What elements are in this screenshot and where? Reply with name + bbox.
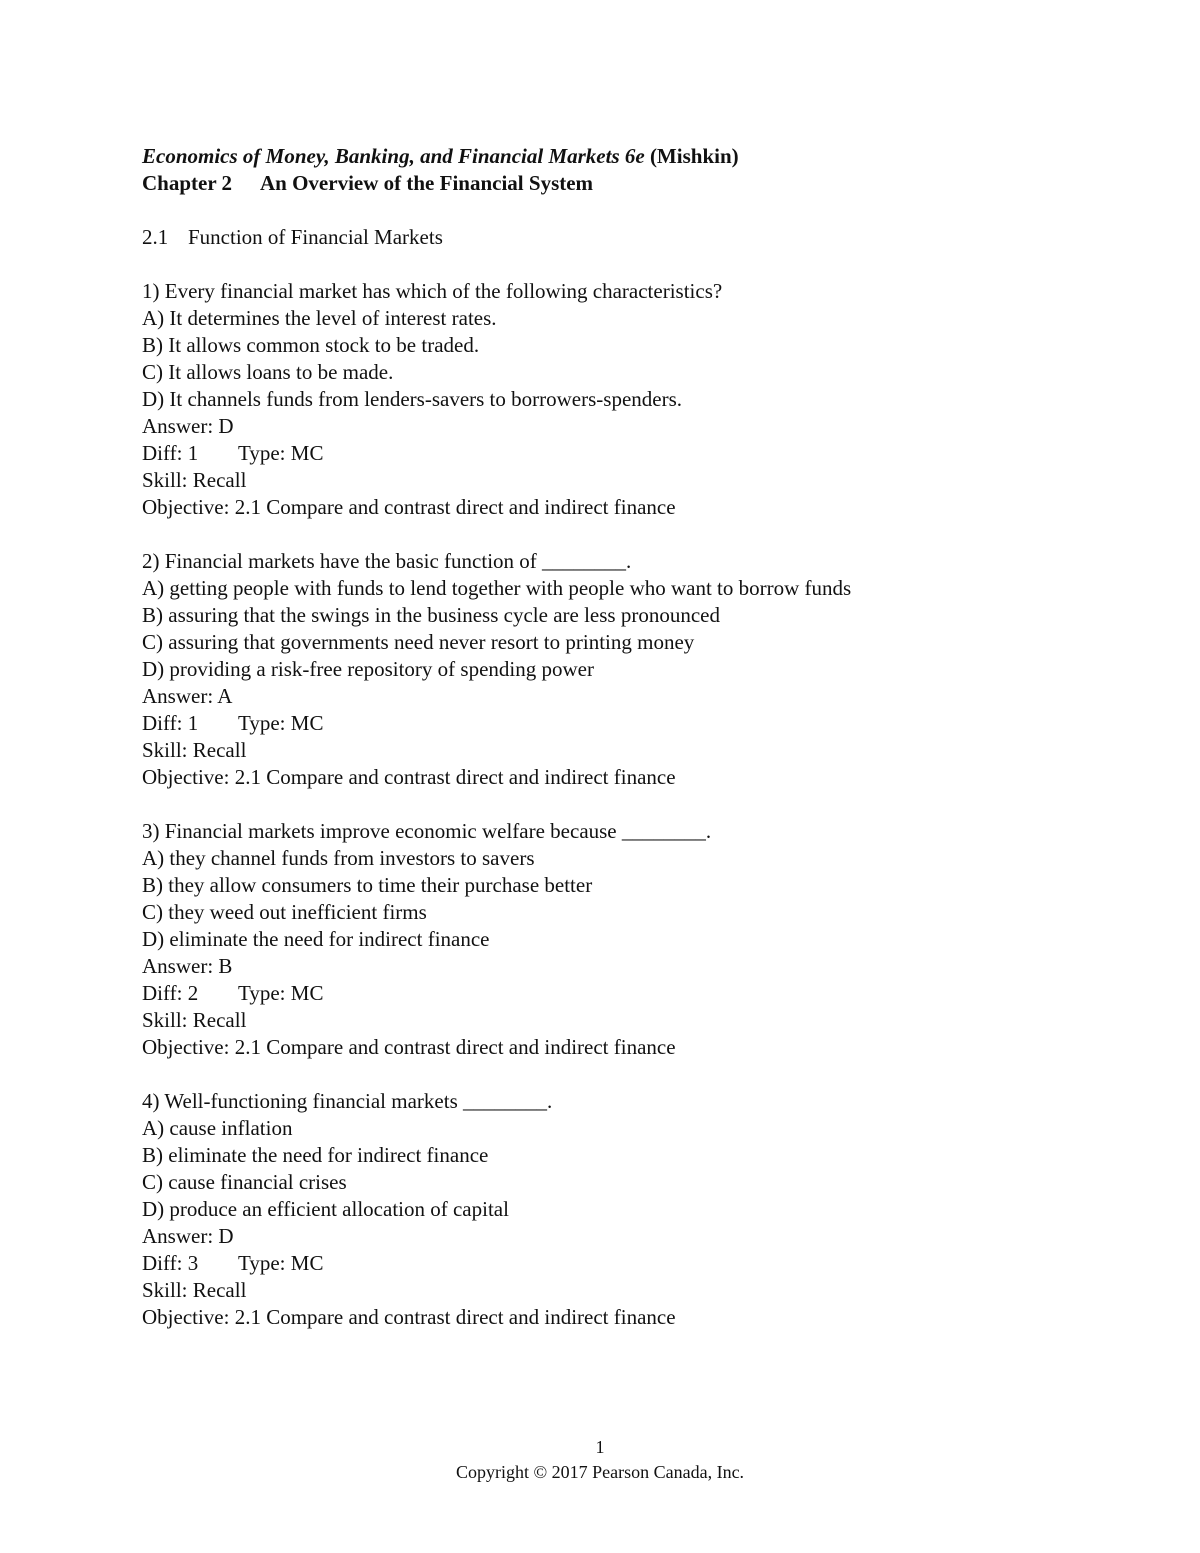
answer-key: Answer: B [142,954,233,978]
answer-option: D) It channels funds from lenders-savers to borrowers-spenders. [142,387,683,411]
answer-option: B) assuring that the swings in the business cycle are less pronounced [142,603,720,627]
answer-option: A) cause inflation [142,1116,293,1140]
skill: Skill: Recall [142,468,247,492]
answer-option: C) cause financial crises [142,1170,347,1194]
question-block [142,1088,1142,1331]
answer-key: Answer: D [142,414,234,438]
answer-option: D) eliminate the need for indirect finance [142,927,490,951]
skill: Skill: Recall [142,1008,247,1032]
difficulty-type-line [142,440,1142,467]
answer-option: A) getting people with funds to lend together with people who want to borrow funds [142,576,852,600]
spacer [142,251,1142,278]
objective: Objective: 2.1 Compare and contrast direct and indirect finance [142,765,676,789]
difficulty-type-line [142,1250,1142,1277]
difficulty: Diff: 1 [142,711,199,735]
answer-option: C) they weed out inefficient firms [142,900,427,924]
chapter-title: An Overview of the Financial System [260,171,594,195]
question-type: Type: MC [238,711,324,735]
section-heading [142,224,1142,251]
answer-key: Answer: D [142,1224,234,1248]
skill: Skill: Recall [142,1278,247,1302]
answer-option: D) produce an efficient allocation of capital [142,1197,509,1221]
objective: Objective: 2.1 Compare and contrast direct and indirect finance [142,1305,676,1329]
answer-option: B) they allow consumers to time their purchase better [142,873,593,897]
question-type: Type: MC [238,441,324,465]
difficulty: Diff: 3 [142,1251,199,1275]
question-block [142,548,1142,791]
question-stem: 4) Well-functioning financial markets ________. [142,1089,553,1113]
answer-option: A) they channel funds from investors to savers [142,846,535,870]
question-block [142,818,1142,1061]
answer-option: C) assuring that governments need never resort to printing money [142,630,695,654]
document-page [142,143,1142,1358]
question-type: Type: MC [238,981,324,1005]
book-title: Economics of Money, Banking, and Financial Markets 6e [142,144,645,168]
difficulty: Diff: 1 [142,441,199,465]
skill: Skill: Recall [142,738,247,762]
copyright-notice: Copyright © 2017 Pearson Canada, Inc. [455,1462,745,1482]
section-title: Function of Financial Markets [188,225,443,249]
answer-option: C) It allows loans to be made. [142,360,394,384]
question-stem: 3) Financial markets improve economic welfare because ________. [142,819,712,843]
question-stem: 2) Financial markets have the basic function of ________. [142,549,632,573]
answer-key: Answer: A [142,684,233,708]
chapter-number: Chapter 2 [142,171,233,195]
question-type: Type: MC [238,1251,324,1275]
book-title-line [142,143,1142,170]
page-number: 1 [595,1437,605,1457]
answer-option: B) It allows common stock to be traded. [142,333,480,357]
objective: Objective: 2.1 Compare and contrast direct and indirect finance [142,495,676,519]
difficulty-type-line [142,710,1142,737]
difficulty: Diff: 2 [142,981,199,1005]
section-number: 2.1 [142,225,169,249]
chapter-title-line [142,170,1142,197]
book-author: (Mishkin) [644,144,739,168]
objective: Objective: 2.1 Compare and contrast direct and indirect finance [142,1035,676,1059]
answer-option: D) providing a risk-free repository of spending power [142,657,594,681]
spacer [142,197,1142,224]
question-block [142,278,1142,521]
difficulty-type-line [142,980,1142,1007]
answer-option: B) eliminate the need for indirect finance [142,1143,489,1167]
answer-option: A) It determines the level of interest rates. [142,306,497,330]
question-stem: 1) Every financial market has which of the following characteristics? [142,279,723,303]
